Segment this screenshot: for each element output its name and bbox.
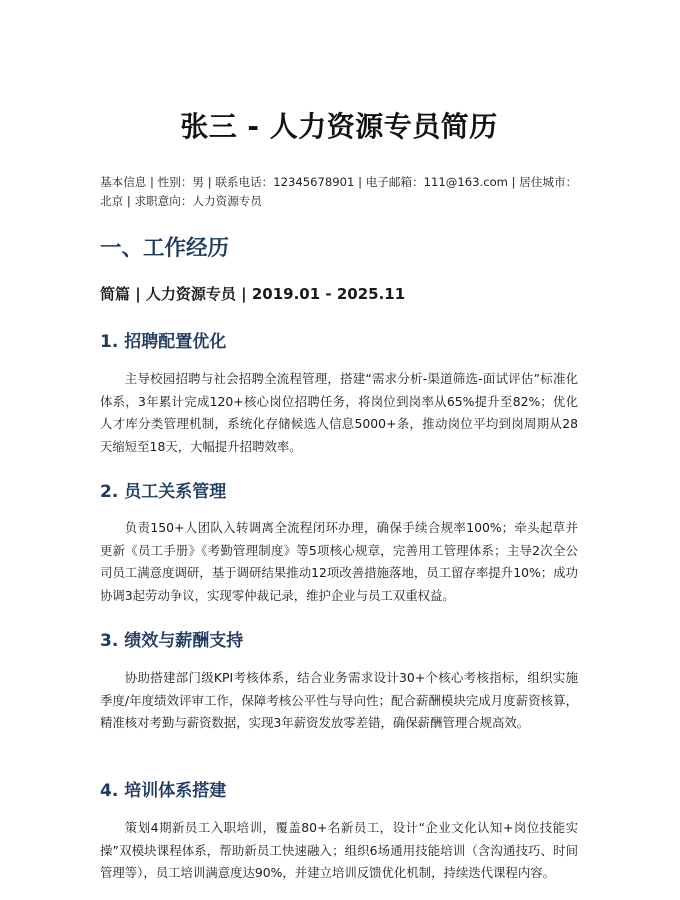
item-title-recruitment: 1. 招聘配置优化: [100, 332, 227, 352]
item-title-training: 4. 培训体系搭建: [100, 781, 227, 801]
item-text-employee-relations: 负责150+人团队入转调离全流程闭环办理，确保手续合规率100%；牵头起草并更新《员工手册》《考勤管理制度》等5项核心规章，完善用工管理体系；主导2次全公司员工满意度调研，基于调研结果推动12项改善措施落地，员工留存率提升10%；成功协调3起劳动争议，实现零仲裁记录，维护企业与员工双重权益。: [100, 520, 578, 604]
page-title: 张三 - 人力资源专员简历: [180, 110, 498, 143]
job-line: 简篇 | 人力资源专员 | 2019.01 - 2025.11: [100, 285, 406, 303]
section-title-work-experience: 一、工作经历: [100, 236, 230, 261]
item-text-training: 策划4期新员工入职培训，覆盖80+名新员工，设计“企业文化认知+岗位技能实操”双模块课程体系，帮助新员工快速融入；组织6场通用技能培训（含沟通技巧、时间管理等），员工培训满意度达90%，并建立培训反馈优化机制，持续迭代课程内容。: [100, 820, 578, 881]
item-text-recruitment: 主导校园招聘与社会招聘全流程管理，搭建“需求分析-渠道筛选-面试评估”标准化体系，3年累计完成120+核心岗位招聘任务，将岗位到岗率从65%提升至82%；优化人才库分类管理机制，系统化存储候选人信息5000+条，推动岗位平均到岗周期从28天缩短至18天，大幅提升招聘效率。: [100, 371, 578, 455]
item-text-performance-compensation: 协助搭建部门级KPI考核体系，结合业务需求设计30+个核心考核指标，组织实施季度/年度绩效评审工作，保障考核公平性与导向性；配合薪酬模块完成月度薪资核算，精准核对考勤与薪资数据，实现3年薪资发放零差错，确保薪酬管理合规高效。: [100, 670, 578, 731]
basic-info: 基本信息 | 性别：男 | 联系电话：12345678901 | 电子邮箱：111@163.com | 居住城市：北京 | 求职意向：人力资源专员: [100, 175, 578, 208]
item-title-performance-compensation: 3. 绩效与薪酬支持: [100, 631, 244, 651]
item-title-employee-relations: 2. 员工关系管理: [100, 482, 227, 502]
